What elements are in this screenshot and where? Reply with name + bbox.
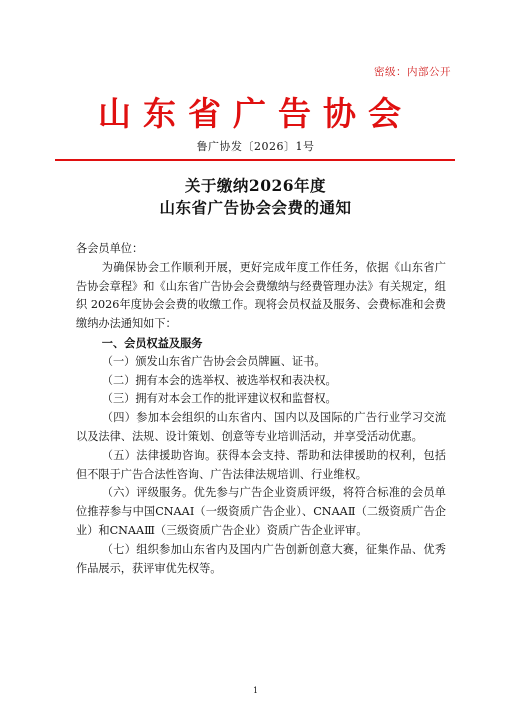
- red-divider-line: [55, 159, 455, 161]
- masthead-title: 山东省广告协会: [98, 94, 413, 133]
- intro-paragraph: 为确保协会工作顺利开展，更好完成年度工作任务，依据《山东省广告协会章程》和《山东省广告协会会费缴纳与经费管理办法》有关规定，组织 2026年度协会会费的收缴工作。现将会员权益及服务、会费标准和会费缴纳办法通知如下：: [76, 260, 446, 331]
- notice-body: [76, 240, 446, 578]
- list-item: （四）参加本会组织的山东省内、国内以及国际的广告行业学习交流以及法律、法规、设计策划、创意等专业培训活动，并享受活动优惠。: [76, 411, 446, 443]
- salutation: 各会员单位：: [76, 242, 144, 255]
- list-item: （六）评级服务。优先参与广告企业资质评级，将符合标准的会员单位推荐参与中国CNAAⅠ（一级资质广告企业）、CNAAⅡ（二级资质广告企业）和CNAAⅢ（三级资质广告企业）资质广告企业评审。: [76, 486, 446, 537]
- section-heading-rights: 一、会员权益及服务: [101, 335, 203, 350]
- list-item: （七）组织参加山东省内及国内广告创新创意大赛，征集作品、优秀作品展示，获评审优先权等。: [76, 542, 446, 575]
- notice-title-line-2: 山东省广告协会会费的通知: [159, 198, 352, 217]
- list-item: （三）拥有对本会工作的批评建议权和监督权。: [101, 392, 337, 406]
- notice-title-line-1: 关于缴纳2026年度: [184, 176, 327, 195]
- secret-level: 密级：内部公开: [374, 66, 451, 78]
- page-number: 1: [252, 686, 259, 695]
- list-item: （五）法律援助咨询。获得本会支持、帮助和法律援助的权利，包括但不限于广告合法性咨询、广告法律法规培训、行业维权。: [76, 448, 446, 481]
- list-item: （二）拥有本会的选举权、被选举权和表决权。: [101, 373, 337, 387]
- document-number: 鲁广协发〔2026〕1号: [196, 140, 315, 153]
- list-item: （一）颁发山东省广告协会会员牌匾、证书。: [101, 354, 326, 368]
